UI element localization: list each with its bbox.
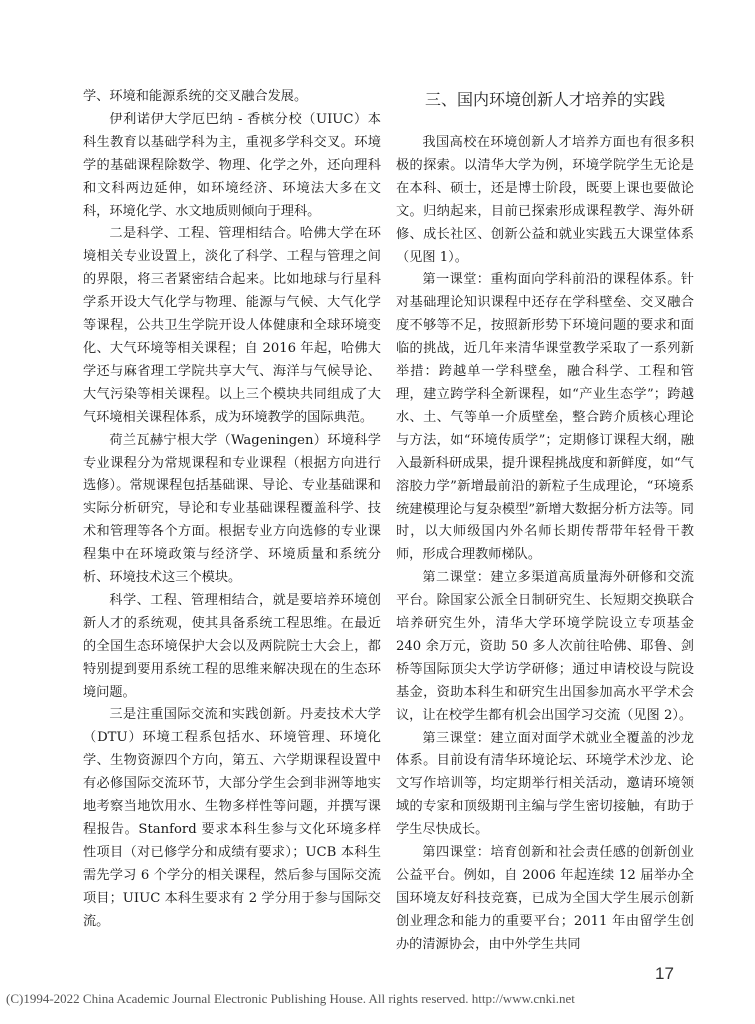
paragraph: 二是科学、工程、管理相结合。哈佛大学在环境相关专业设置上，淡化了科学、工程与管理之间的界限，将三者紧密结合起来。比如地球与行星科学系开设大气化学与物理、能源与气候、大气化学等课程，公共卫生学院开设人体健康和全球环境变化、大气环境等相关课程；自 2016 年起，哈佛大学还与麻省理工学院共享大气、海洋与气候导论、大气污染等相关课程。以上三个模块共同组成了大气环境相关课程体系，成为环境教学的国际典范。 (83, 226, 381, 425)
left-column (83, 86, 381, 934)
paragraph: 科学、工程、管理相结合，就是要培养环境创新人才的系统观，使其具备系统工程思维。在最近的全国生态环境保护大会以及两院院士大会上，都特别提到要用系统工程的思维来解决现在的生态环境问题。 (83, 592, 381, 700)
section-heading: 三、国内环境创新人才培养的实践 (424, 90, 665, 109)
copyright-footer: (C)1994-2022 China Academic Journal Electronic Publishing House. All rights reserved. http://www.cnki.net (6, 991, 575, 1006)
paragraph: 第二课堂：建立多渠道高质量海外研修和交流平台。除国家公派全日制研究生、长短期交换联合培养研究生外，清华大学环境学院设立专项基金 240 余万元，资助 50 多人次前往哈佛、耶鲁、剑桥等国际顶尖大学访学研修；通过申请校设与院设基金，资助本科生和研究生出国参加高水平学术会议，让在校学生都有机会出国学习交流（见图 2）。 (396, 570, 694, 723)
paragraph: 学、环境和能源系统的交叉融合发展。 (83, 89, 308, 104)
paragraph: 第一课堂：重构面向学科前沿的课程体系。针对基础理论知识课程中还存在学科壁垒、交叉融合度不够等不足，按照新形势下环境问题的要求和面临的挑战，近几年来清华课堂教学采取了一系列新举措：跨越单一学科壁垒，融合科学、工程和管理，建立跨学科全新课程，如“产业生态学”；跨越水、土、气等单一介质壁垒，整合跨介质核心理论与方法，如“环境传质学”；定期修订课程大纲，融入最新科研成果，提升课程挑战度和新鲜度，如“气溶胶力学”新增最前沿的新粒子生成理论，“环境系统建模理论与复杂模型”新增大数据分析方法等。同时，以大师级国内外名师长期传帮带年轻骨干教师，形成合理教师梯队。 (396, 272, 694, 563)
page-number: 17 (655, 964, 674, 983)
paragraph: 荷兰瓦赫宁根大学（Wageningen）环境科学专业课程分为常规课程和专业课程（根据方向进行选修）。常规课程包括基础课、导论、专业基础课和实际分析研究，导论和专业基础课程覆盖科学、技术和管理等各个方面。根据专业方向选修的专业课程集中在环境政策与经济学、环境质量和系统分析、环境技术这三个模块。 (83, 432, 381, 586)
paragraph: 第四课堂：培育创新和社会责任感的创新创业公益平台。例如，自 2006 年起连续 12 届举办全国环境友好科技竞赛，已成为全国大学生展示创新创业理念和能力的重要平台；2011 年由留学生创办的清源协会，由中外学生共同 (396, 845, 694, 952)
paragraph: 第三课堂：建立面对面学术就业全覆盖的沙龙体系。目前设有清华环境论坛、环境学术沙龙、论文写作培训等，均定期举行相关活动，邀请环境领域的专家和顶级期刊主编与学生密切接触，有助于学生尽快成长。 (396, 730, 694, 838)
right-column (396, 86, 694, 957)
paragraph: 我国高校在环境创新人才培养方面也有很多积极的探索。以清华大学为例，环境学院学生无论是在本科、硕士，还是博士阶段，既要上课也要做论文。归纳起来，目前已探索形成课程教学、海外研修、成长社区、创新公益和就业实践五大课堂体系（见图 1）。 (396, 135, 694, 265)
paragraph: 三是注重国际交流和实践创新。丹麦技术大学（DTU）环境工程系包括水、环境管理、环境化学、生物资源四个方向，第五、六学期课程设置中有必修国际交流环节，大部分学生会到非洲等地实地考察当地饮用水、生物多样性等问题，并撰写课程报告。Stanford 要求本科生参与文化环境多样性项目（对已修学分和成绩有要求）；UCB 本科生需先学习 6 个学分的相关课程，然后参与国际交流项目；UIUC 本科生要求有 2 学分用于参与国际交流。 (83, 707, 381, 929)
paragraph: 伊利诺伊大学厄巴纳 - 香槟分校（UIUC）本科生教育以基础学科为主，重视多学科交叉。环境学的基础课程除数学、物理、化学之外，还向理科和文科两边延伸，如环境经济、环境法大多在文科，环境化学、水文地质则倾向于理科。 (83, 111, 381, 219)
